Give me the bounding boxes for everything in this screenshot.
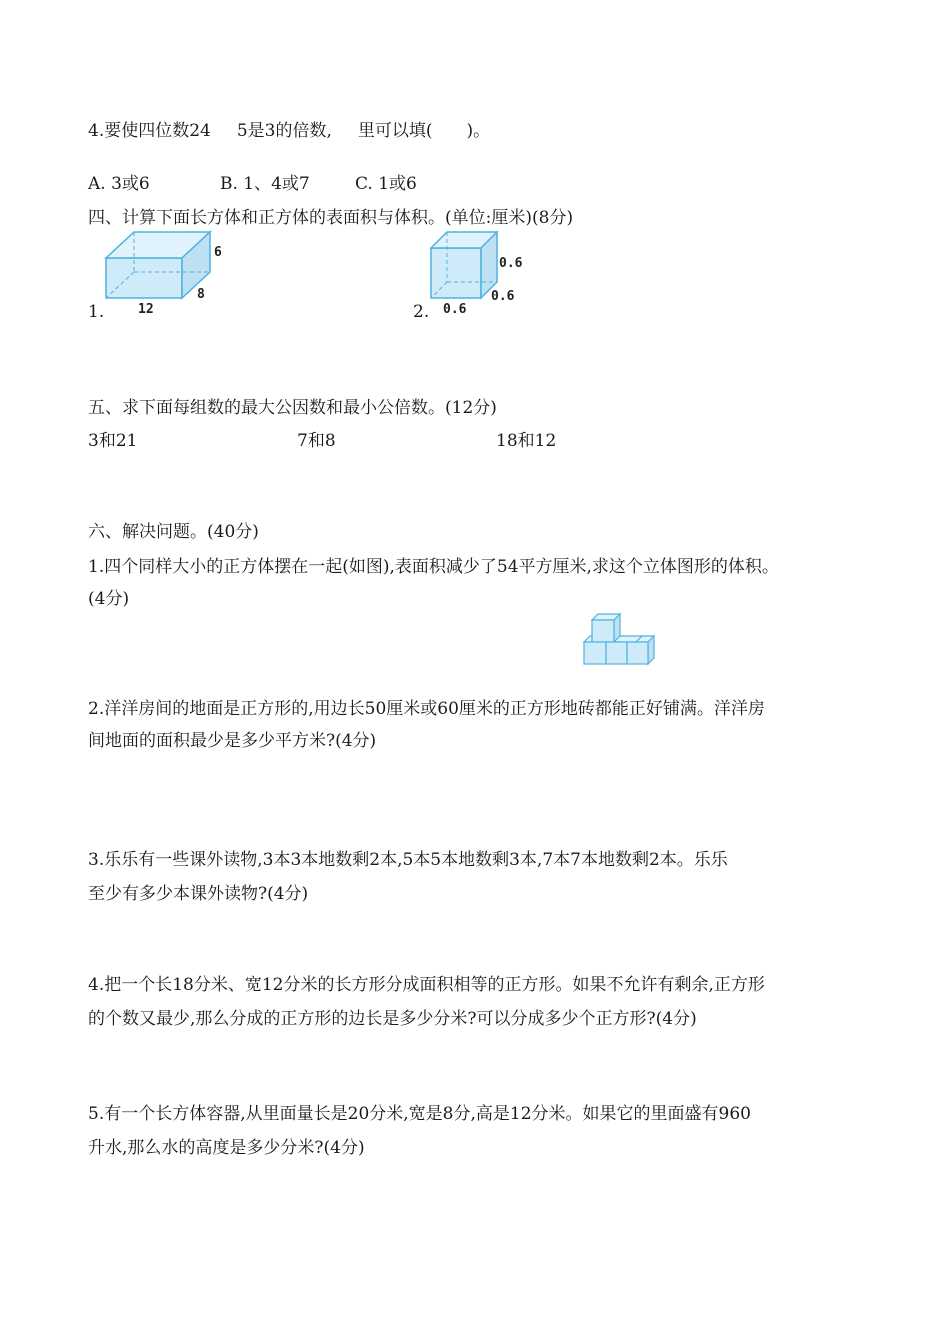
cube-edge-right-label: 0.6 <box>499 256 523 271</box>
problem-2-line-1: 2.洋洋房间的地面是正方形的,用边长50厘米或60厘米的正方形地砖都能正好铺满。洋洋房 <box>88 699 765 719</box>
cube-figure <box>425 226 530 318</box>
pair-2: 7和8 <box>297 431 336 451</box>
q4-option-a: A. 3或6 <box>88 174 150 194</box>
cuboid-length-label: 12 <box>138 302 154 317</box>
q4-option-b: B. 1、4或7 <box>220 174 310 194</box>
cube-edge-side-label: 0.6 <box>491 289 515 304</box>
problem-4-line-2: 的个数又最少,那么分成的正方形的边长是多少分米?可以分成多少个正方形?(4分) <box>88 1009 697 1029</box>
problem-5-line-1: 5.有一个长方体容器,从里面量长是20分米,宽是8分,高是12分米。如果它的里面盛有960 <box>88 1104 751 1124</box>
q4-stem-part3: 里可以填( )。 <box>357 121 491 141</box>
q4-option-c: C. 1或6 <box>355 174 417 194</box>
fig1-number: 1. <box>88 302 105 322</box>
section4-title: 四、计算下面长方体和正方体的表面积与体积。(单位:厘米)(8分) <box>88 208 574 228</box>
cuboid-front-face <box>106 258 182 298</box>
pair-3: 18和12 <box>496 431 557 451</box>
cube-edge-bottom-label: 0.6 <box>443 302 467 317</box>
section6-title: 六、解决问题。(40分) <box>88 522 259 542</box>
pair-1: 3和21 <box>88 431 138 451</box>
cuboid-height-label: 6 <box>214 245 222 260</box>
q4-stem-part1: 4.要使四位数24 <box>88 121 211 141</box>
problem-3-line-1: 3.乐乐有一些课外读物,3本3本地数剩2本,5本5本地数剩3本,7本7本地数剩2本。乐乐 <box>88 850 728 870</box>
problem-5-line-2: 升水,那么水的高度是多少分米?(4分) <box>88 1138 365 1158</box>
cuboid-figure <box>100 226 240 318</box>
cube-front-face <box>431 248 481 298</box>
cuboid-width-label: 8 <box>197 287 205 302</box>
problem-1-line-1: 1.四个同样大小的正方体摆在一起(如图),表面积减少了54平方厘米,求这个立体图形的体积。 <box>88 557 779 577</box>
problem-4-line-1: 4.把一个长18分米、宽12分米的长方形分成面积相等的正方形。如果不允许有剩余,正方形 <box>88 975 765 995</box>
section5-title: 五、求下面每组数的最大公因数和最小公倍数。(12分) <box>88 398 497 418</box>
fig2-number: 2. <box>413 302 430 322</box>
q4-stem <box>88 120 490 142</box>
problem-1-line-2: (4分) <box>88 589 130 609</box>
problem-2-line-2: 间地面的面积最少是多少平方米?(4分) <box>88 731 377 751</box>
q4-stem-part2: 5是3的倍数, <box>236 121 332 141</box>
problem-3-line-2: 至少有多少本课外读物?(4分) <box>88 884 309 904</box>
stacked-cubes-figure <box>582 612 656 668</box>
